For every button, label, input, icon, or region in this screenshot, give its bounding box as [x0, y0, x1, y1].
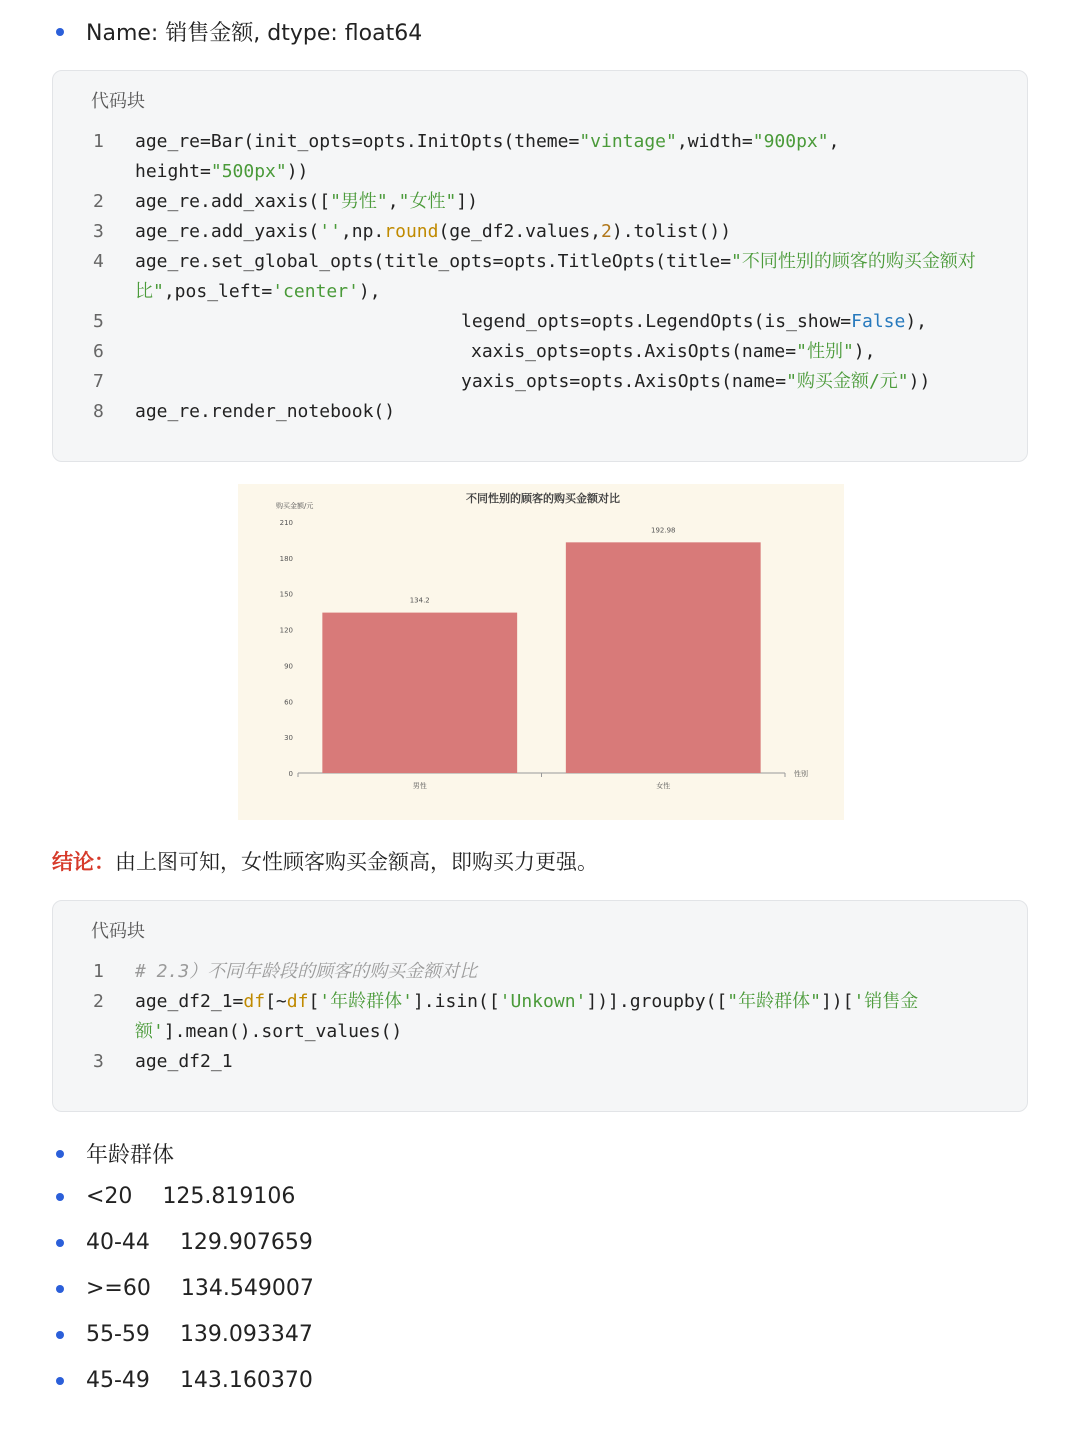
code-string: 'center' — [272, 281, 359, 302]
bullet-icon — [56, 1285, 64, 1293]
code-text: ])].groupby([ — [586, 991, 728, 1012]
list-item — [56, 1276, 314, 1301]
line-number: 5 — [93, 311, 104, 332]
x-tick-label: 男性 — [412, 782, 427, 790]
code-text: yaxis_opts=opts.AxisOpts(name= — [461, 371, 787, 392]
conclusion — [52, 846, 598, 876]
line-number: 4 — [93, 251, 104, 272]
y-tick-label: 150 — [279, 590, 293, 599]
code-variable: df — [286, 991, 309, 1012]
code-text: [ — [308, 991, 320, 1012]
code-text: , — [828, 131, 840, 152]
code-string: "女性" — [398, 191, 457, 212]
conclusion-label: 结论： — [52, 850, 115, 874]
y-tick-label: 60 — [284, 698, 293, 707]
line-number: 2 — [93, 991, 104, 1012]
chart-title: 不同性别的顾客的购买金额对比 — [466, 492, 620, 505]
bullet-icon — [56, 1331, 64, 1339]
code-keyword: False — [851, 311, 906, 332]
code-block — [52, 900, 1028, 1112]
code-text: )) — [908, 371, 931, 392]
list-item — [56, 1322, 313, 1347]
code-text: xaxis_opts=opts.AxisOpts(name= — [471, 341, 797, 362]
x-axis-label: 性别 — [794, 770, 808, 778]
list-item — [56, 16, 422, 47]
code-block-title: 代码块 — [91, 921, 145, 942]
dtype-text: Name: 销售金额, dtype: float64 — [86, 21, 423, 46]
line-number: 1 — [93, 961, 104, 982]
code-builtin: round — [384, 221, 439, 242]
code-string: "男性" — [330, 191, 388, 212]
code-text: age_df2_1= — [135, 991, 244, 1012]
code-text: ,np. — [340, 221, 385, 242]
y-tick-label: 0 — [288, 770, 293, 778]
bar-value-label: 192.98 — [651, 526, 676, 535]
code-string: '销售金额' — [135, 991, 919, 1042]
code-comment: # 2.3）不同年龄段的顾客的购买金额对比 — [135, 961, 478, 982]
code-text: age_re.render_notebook() — [135, 401, 396, 422]
age-group-value: 134.549007 — [180, 1276, 314, 1301]
code-number: 2 — [601, 221, 612, 242]
y-tick-label: 210 — [279, 519, 293, 527]
line-number: 7 — [93, 371, 104, 392]
code-text: [~ — [265, 991, 287, 1012]
code-string: '' — [319, 221, 341, 242]
conclusion-text: 由上图可知，女性顾客购买金额高，即购买力更强。 — [115, 850, 598, 874]
code-text: ), — [905, 311, 928, 332]
code-text: age_re=Bar(init_opts=opts.InitOpts(theme= — [135, 131, 580, 152]
list-header: 年龄群体 — [86, 1143, 175, 1168]
code-string: 'Unkown' — [499, 991, 587, 1012]
line-number: 6 — [93, 341, 104, 362]
age-group-label: <20 — [86, 1184, 133, 1209]
list-item — [56, 1368, 313, 1393]
code-text: height= — [135, 161, 211, 182]
y-tick-label: 180 — [279, 554, 293, 563]
age-group-label: >=60 — [86, 1276, 151, 1301]
code-text: ,width= — [676, 131, 753, 152]
code-string: "年龄群体" — [727, 991, 821, 1012]
list-item — [56, 1184, 295, 1209]
line-number: 8 — [93, 401, 104, 422]
age-group-label: 55-59 — [86, 1322, 150, 1347]
code-variable: df — [243, 991, 266, 1012]
code-string: "不同性别的顾客的购买金额对比" — [135, 251, 976, 302]
bullet-icon — [56, 1239, 64, 1247]
bar-chart — [238, 484, 844, 820]
code-string: "500px" — [210, 161, 287, 182]
code-string: "900px" — [752, 131, 829, 152]
code-text: ].mean().sort_values() — [163, 1021, 403, 1042]
age-group-value: 125.819106 — [162, 1184, 296, 1209]
age-group-value: 139.093347 — [179, 1322, 313, 1347]
line-number: 3 — [93, 221, 104, 242]
age-group-label: 40-44 — [86, 1230, 150, 1255]
code-text: ), — [358, 281, 381, 302]
y-tick-label: 120 — [279, 626, 293, 635]
code-text: ,pos_left= — [163, 281, 273, 302]
code-text: age_re.add_xaxis([ — [135, 191, 331, 212]
list-item — [56, 1230, 313, 1255]
code-text: ].isin([ — [412, 991, 500, 1012]
line-number: 1 — [93, 131, 104, 152]
code-string: "购买金额/元" — [786, 371, 909, 392]
code-string: "vintage" — [579, 131, 677, 152]
bar — [566, 542, 761, 773]
age-group-value: 129.907659 — [179, 1230, 313, 1255]
x-tick-label: 女性 — [656, 782, 671, 790]
line-number: 3 — [93, 1051, 104, 1072]
code-text: age_df2_1 — [135, 1051, 233, 1072]
bar — [322, 613, 517, 773]
bullet-icon — [56, 28, 64, 36]
line-number: 2 — [93, 191, 104, 212]
y-tick-label: 30 — [284, 734, 293, 743]
code-string: "性别" — [796, 341, 854, 362]
bar-value-label: 134.2 — [409, 596, 430, 605]
code-text: ), — [853, 341, 876, 362]
code-block-title: 代码块 — [91, 91, 145, 112]
age-group-label: 45-49 — [86, 1368, 150, 1393]
bullet-icon — [56, 1193, 64, 1201]
code-text: ])[ — [820, 991, 854, 1012]
code-text: age_re.add_yaxis( — [135, 221, 320, 242]
list-item — [56, 1138, 174, 1169]
chart-svg — [238, 484, 844, 820]
code-text: )) — [286, 161, 309, 182]
code-text: (ge_df2.values, — [438, 221, 602, 242]
y-tick-label: 90 — [284, 662, 293, 671]
code-text: , — [387, 191, 399, 212]
code-text: age_re.set_global_opts(title_opts=opts.TitleOpts(title= — [135, 251, 732, 272]
code-string: '年龄群体' — [319, 991, 413, 1012]
age-group-value: 143.160370 — [179, 1368, 313, 1393]
code-text: legend_opts=opts.LegendOpts(is_show= — [461, 311, 852, 332]
y-axis-label: 购买金额/元 — [276, 502, 314, 510]
bullet-icon — [56, 1150, 64, 1158]
code-block — [52, 70, 1028, 462]
code-text: ]) — [456, 191, 478, 212]
bullet-icon — [56, 1377, 64, 1385]
code-text: ).tolist()) — [611, 221, 732, 242]
